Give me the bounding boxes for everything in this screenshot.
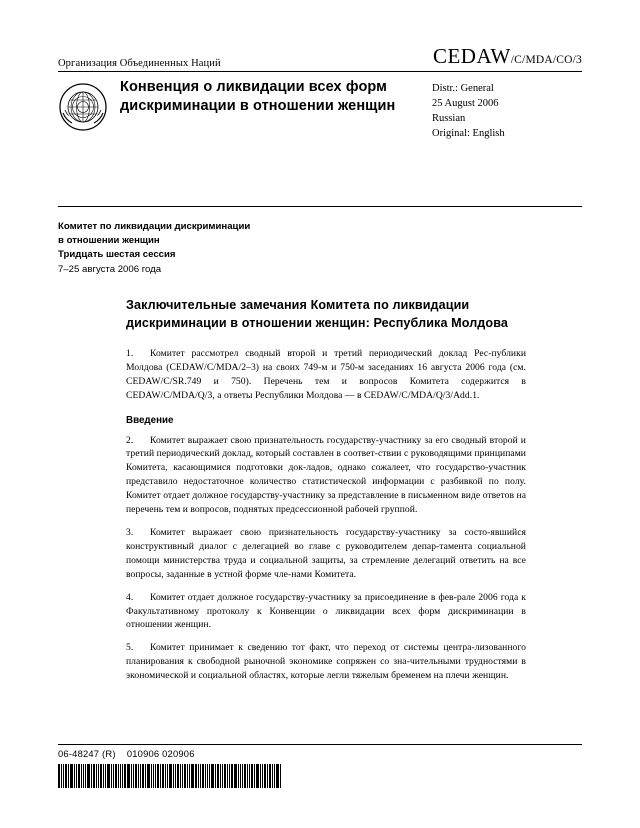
footer-job-info <box>58 748 195 759</box>
barcode-bar <box>83 764 84 788</box>
barcode-bar <box>96 764 97 788</box>
barcode-bar <box>167 764 168 788</box>
paragraph-1 <box>126 347 526 403</box>
barcode-bar <box>107 764 110 788</box>
section-heading-introduction: Введение <box>126 414 174 426</box>
page-title: Заключительные замечания Комитета по ликвидации дискриминации в отношении женщин: Республика Молдова <box>126 298 508 331</box>
barcode-bar <box>238 764 239 788</box>
masthead-header <box>58 44 582 69</box>
barcode-bar <box>133 764 134 788</box>
symbol-suffix: /C/MDA/CO/3 <box>510 54 582 66</box>
committee-line-1: Комитет по ликвидации дискриминации <box>58 220 251 232</box>
organization-name: Организация Объединенных Наций <box>58 58 221 69</box>
barcode-bar <box>118 764 119 788</box>
barcode-bar <box>211 764 214 788</box>
barcode-bar <box>229 764 230 788</box>
barcode-bar <box>120 764 121 788</box>
barcode-bar <box>63 764 64 788</box>
barcode-bar <box>78 764 80 788</box>
barcode-bar <box>182 764 183 788</box>
paragraph-number: 1. <box>126 347 134 359</box>
barcode-bar <box>65 764 67 788</box>
barcode-bar <box>162 764 164 788</box>
barcode-bar <box>91 764 92 788</box>
barcode-bar <box>124 764 126 788</box>
document-symbol <box>433 44 582 69</box>
barcode-bar <box>222 764 223 788</box>
barcode-bar <box>111 764 112 788</box>
convention-title-container <box>120 78 432 142</box>
barcode-bar <box>274 764 275 788</box>
barcode-bar <box>209 764 210 788</box>
barcode-bar <box>142 764 144 788</box>
paragraph-text: Комитет выражает свою признательность государству-участнику за его сводный второй и третий периодический доклад, который составлен в соответ-ствии с руководящими принципами Комитета, касающимися подготовки док-ладов, однако сожалеет, что государство-участник представило недостаточное количество статистической информации с разбивкой по полу. Комитет отдает должное государству-участнику за представление в письменном виде ответов на перечень тем и вопросов, поднятых предсессионной рабочей группой. <box>126 434 526 516</box>
barcode-bar <box>61 764 62 788</box>
barcode-bar <box>244 764 246 788</box>
barcode-bar <box>85 764 86 788</box>
document-body <box>58 44 582 692</box>
barcode-bar <box>135 764 137 788</box>
barcode-bar <box>113 764 114 788</box>
paragraph-number: 3. <box>126 527 134 538</box>
barcode-bar <box>175 764 176 788</box>
barcode-bar <box>151 764 152 788</box>
barcode-bar <box>191 764 194 788</box>
barcode-bar <box>234 764 237 788</box>
barcode-bar <box>58 764 60 788</box>
barcode-bar <box>189 764 190 788</box>
paragraph-3 <box>126 526 526 582</box>
barcode-bar <box>242 764 243 788</box>
barcode-bar <box>180 764 181 788</box>
masthead-bottom-rule <box>58 206 582 207</box>
barcode-bar <box>184 764 186 788</box>
paragraph-text: Комитет отдает должное государству-участнику за присоединение в фев-рале 2006 года к Факультативному протоколу к Конвенции о ликвидации всех форм дискриминации в отношении женщин. <box>126 591 526 631</box>
barcode-bar <box>140 764 141 788</box>
distribution-info <box>432 78 582 142</box>
barcode-bar <box>169 764 172 788</box>
barcode-bar <box>153 764 154 788</box>
masthead-content <box>58 78 582 142</box>
barcode-bar <box>165 764 166 788</box>
un-emblem-icon <box>58 82 108 132</box>
barcode-bar <box>93 764 95 788</box>
barcode-bar <box>198 764 199 788</box>
committee-line-2: в отношении женщин <box>58 235 160 247</box>
paragraph-text: Комитет выражает свою признательность государству-участнику за состо-явшийся конструктивный диалог с делегацией во главе с руководителем депар-тамента социальной помощи министерства труда и социальной защиты, за стремление делегаций ответить на все вопросы, заданные в устной форме чле-нами Комитета. <box>126 527 526 580</box>
barcode-bar <box>103 764 104 788</box>
barcode-bar <box>251 764 253 788</box>
barcode-bar <box>98 764 99 788</box>
barcode-bar <box>224 764 226 788</box>
barcode-bar <box>260 764 261 788</box>
barcode-bar <box>81 764 82 788</box>
paragraph-4 <box>126 591 526 633</box>
barcode-bar <box>105 764 106 788</box>
distribution-line-1: Distr.: General <box>432 83 494 94</box>
barcode-bar <box>76 764 77 788</box>
barcode-bar <box>68 764 69 788</box>
barcode-bar <box>187 764 188 788</box>
main-content <box>126 297 526 683</box>
paragraph-number: 5. <box>126 642 134 654</box>
emblem-container <box>58 78 120 142</box>
barcode-bar <box>87 764 90 788</box>
barcode-bar <box>157 764 159 788</box>
barcode-bar <box>240 764 241 788</box>
committee-block <box>58 220 582 278</box>
barcode-bar <box>254 764 255 788</box>
barcode-bar <box>220 764 221 788</box>
distribution-line-3: Russian <box>432 112 466 124</box>
barcode <box>58 762 282 788</box>
barcode-bar <box>249 764 250 788</box>
paragraph-text: Комитет рассмотрел сводный второй и третий периодический доклад Рес-публики Молдова (CEDAW/C/MDA/2–3) на своих 749-м и 750-м заседаниях 16 августа 2006 года (см. CEDAW/C/SR.749 и 750). Перечень тем и вопросов Комитета содержится в CEDAW/C/MDA/Q/3, а ответы Республики Молдова — в CEDAW/C/MDA/Q/3/Add.1. <box>126 347 526 401</box>
barcode-bar <box>231 764 233 788</box>
barcode-bar <box>256 764 259 788</box>
distribution-line-4: Original: English <box>432 127 505 139</box>
barcode-bar <box>127 764 130 788</box>
barcode-bar <box>138 764 139 788</box>
barcode-bar <box>267 764 268 788</box>
barcode-bar <box>70 764 73 788</box>
footer-job-number: 06-48247 (R) <box>58 748 116 759</box>
symbol-main: CEDAW <box>432 44 511 68</box>
committee-dates: 7–25 августа 2006 года <box>58 263 162 275</box>
barcode-bar <box>215 764 216 788</box>
barcode-bar <box>147 764 150 788</box>
barcode-bar <box>122 764 123 788</box>
barcode-bar <box>145 764 146 788</box>
barcode-bar <box>247 764 248 788</box>
paragraph-text: Комитет принимает к сведению тот факт, что переход от системы центра-лизованного планирования к свободной рыночной экономике сопряжен со зна-чительными трудностями в экономической и социальной областях, которые легли тяжелым бременем на плечи женщин. <box>126 642 526 682</box>
convention-title: Конвенция о ликвидации всех форм дискриминации в отношении женщин <box>120 79 396 115</box>
footer-rule <box>58 744 582 745</box>
barcode-bar <box>280 764 281 788</box>
paragraph-5 <box>126 641 526 683</box>
barcode-bar <box>207 764 208 788</box>
barcode-bar <box>217 764 219 788</box>
barcode-bar <box>131 764 132 788</box>
barcode-bar <box>173 764 174 788</box>
masthead-top-rule <box>58 71 582 72</box>
barcode-bar <box>202 764 204 788</box>
barcode-bar <box>195 764 197 788</box>
barcode-bar <box>205 764 206 788</box>
paragraph-number: 2. <box>126 434 134 446</box>
barcode-bar <box>227 764 228 788</box>
paragraph-number: 4. <box>126 591 134 603</box>
barcode-bar <box>262 764 263 788</box>
distribution-line-2: 25 August 2006 <box>432 97 499 109</box>
barcode-bar <box>200 764 201 788</box>
barcode-bar <box>115 764 117 788</box>
barcode-bar <box>269 764 271 788</box>
barcode-bar <box>160 764 161 788</box>
barcode-bar <box>155 764 156 788</box>
committee-session: Тридцать шестая сессия <box>58 249 176 261</box>
barcode-bar <box>177 764 179 788</box>
paragraph-2 <box>126 434 526 517</box>
barcode-bar <box>100 764 102 788</box>
barcode-bar <box>272 764 273 788</box>
barcode-bar <box>264 764 266 788</box>
barcode-bar <box>276 764 279 788</box>
footer-dates: 010906 020906 <box>126 748 195 759</box>
barcode-bar <box>74 764 75 788</box>
